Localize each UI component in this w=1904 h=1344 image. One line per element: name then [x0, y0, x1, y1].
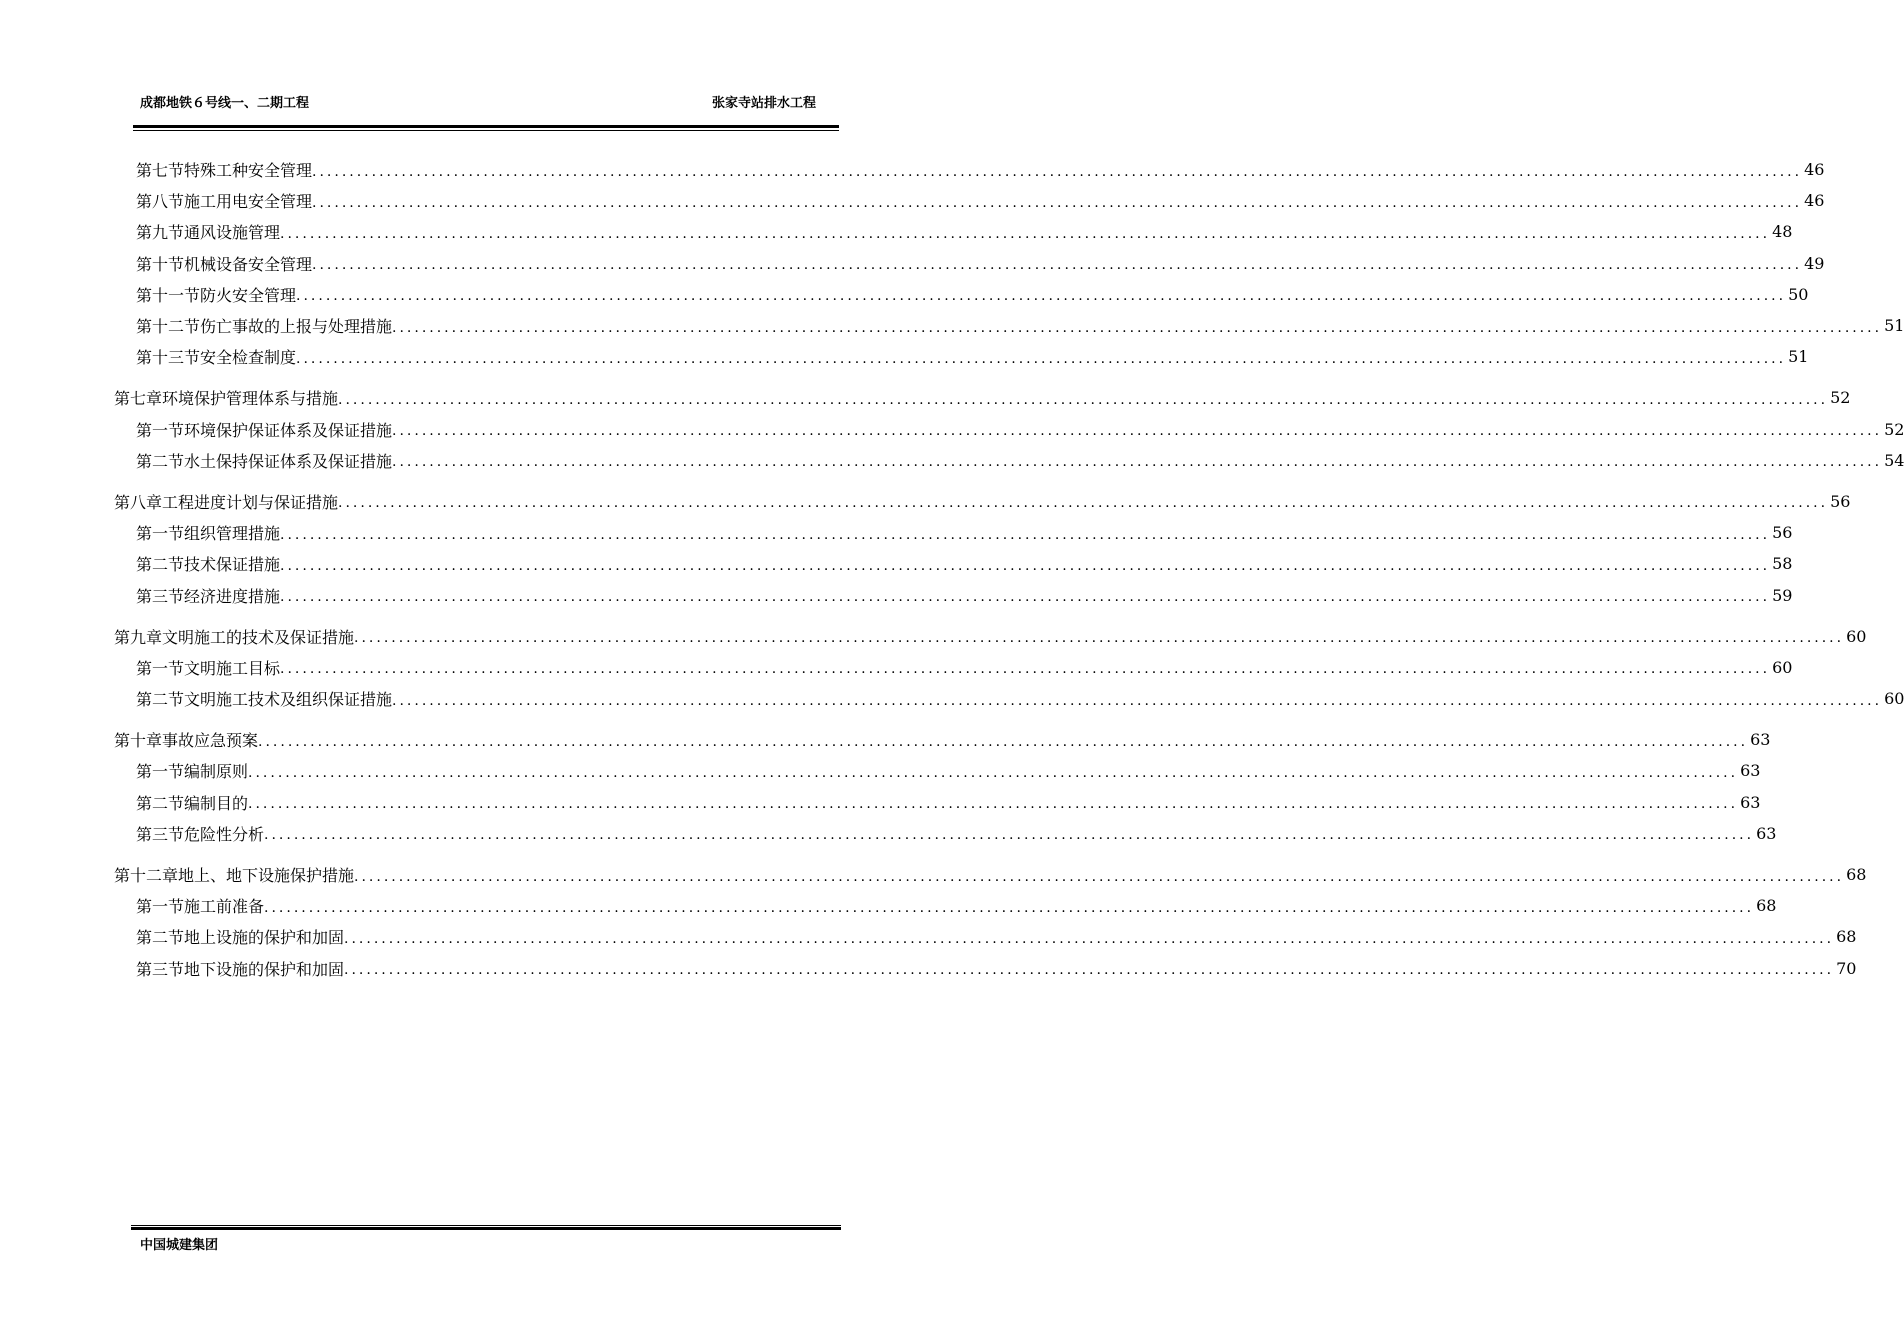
toc-dot-leader: ........................................................................................................................................................................................................ — [264, 827, 1755, 844]
toc-entry-number: 第一节 — [136, 658, 185, 678]
toc-entry-page-number: 59 — [1772, 585, 1793, 605]
toc-entry-page-number: 58 — [1772, 554, 1793, 574]
toc-entry-number: 第一节 — [136, 420, 185, 440]
toc-entry-number: 第二节 — [136, 555, 185, 575]
toc-dot-leader: ........................................................................................................................................................................................................ — [312, 257, 1803, 274]
toc-entry-page-number: 54 — [1884, 450, 1904, 470]
toc-dot-leader: ........................................................................................................................................................................................................ — [258, 733, 1749, 750]
toc-entry-title: 危险性分析 — [184, 824, 265, 844]
toc-section-entry[interactable] — [114, 185, 1825, 216]
toc-entry-title: 地上设施的保护和加固 — [184, 928, 345, 948]
toc-entry-title: 组织管理措施 — [184, 524, 281, 544]
toc-section-entry[interactable] — [114, 652, 1793, 683]
toc-entry-title: 安全检查制度 — [200, 348, 297, 368]
toc-entry-page-number: 68 — [1836, 927, 1857, 947]
toc-entry-number: 第二节 — [136, 690, 185, 710]
toc-dot-leader: ........................................................................................................................................................................................................ — [312, 163, 1803, 180]
toc-section-entry[interactable] — [114, 787, 1761, 818]
toc-section-entry[interactable] — [114, 755, 1761, 786]
toc-dot-leader: ........................................................................................................................................................................................................ — [392, 319, 1883, 336]
toc-entry-page-number: 48 — [1772, 222, 1793, 242]
toc-dot-leader: ........................................................................................................................................................................................................ — [338, 495, 1829, 512]
toc-entry-title: 地下设施的保护和加固 — [184, 959, 345, 979]
toc-entry-number: 第二节 — [136, 451, 185, 471]
toc-section-entry[interactable] — [114, 414, 1904, 445]
toc-entry-number: 第三节 — [136, 824, 185, 844]
toc-section-entry[interactable] — [114, 248, 1825, 279]
toc-dot-leader: ........................................................................................................................................................................................................ — [264, 899, 1755, 916]
toc-dot-leader: ........................................................................................................................................................................................................ — [354, 630, 1845, 647]
toc-entry-title: 特殊工种安全管理 — [184, 161, 313, 181]
toc-section-entry[interactable] — [114, 890, 1777, 921]
toc-entry-title: 技术保证措施 — [184, 555, 281, 575]
toc-entry-page-number: 50 — [1788, 284, 1809, 304]
toc-section-entry[interactable] — [114, 579, 1793, 610]
toc-entry-page-number: 68 — [1846, 865, 1867, 885]
toc-entry-title: 环境保护保证体系及保证措施 — [184, 420, 393, 440]
toc-entry-number: 第九节 — [136, 223, 185, 243]
toc-entry-page-number: 60 — [1772, 657, 1793, 677]
toc-section-entry[interactable] — [114, 216, 1793, 247]
toc-entry-page-number: 63 — [1750, 730, 1771, 750]
toc-section-entry[interactable] — [114, 921, 1857, 952]
header-subproject-title: 张家寺站排水工程 — [711, 96, 816, 111]
toc-entry-page-number: 63 — [1756, 823, 1777, 843]
toc-entry-title: 文明施工技术及组织保证措施 — [184, 690, 393, 710]
footer-rule-thin — [131, 1225, 841, 1226]
toc-dot-leader: ........................................................................................................................................................................................................ — [392, 454, 1883, 471]
toc-entry-number: 第十二章 — [114, 866, 179, 886]
header-project-title: 成都地铁６号线一、二期工程 — [140, 96, 310, 111]
toc-entry-page-number: 52 — [1884, 419, 1904, 439]
toc-entry-number: 第十二节 — [136, 317, 201, 337]
toc-entry-title: 施工前准备 — [184, 897, 265, 917]
toc-entry-title: 文明施工的技术及保证措施 — [162, 627, 355, 647]
toc-entry-number: 第七节 — [136, 161, 185, 181]
toc-entry-title: 伤亡事故的上报与处理措施 — [200, 317, 393, 337]
toc-entry-number: 第一节 — [136, 897, 185, 917]
toc-entry-number: 第八章 — [114, 492, 163, 512]
toc-entry-number: 第二节 — [136, 793, 185, 813]
toc-section-entry[interactable] — [114, 953, 1857, 984]
toc-entry-number: 第三节 — [136, 586, 185, 606]
toc-chapter-entry[interactable] — [114, 486, 1851, 517]
toc-entry-title: 机械设备安全管理 — [184, 254, 313, 274]
toc-entry-page-number: 70 — [1836, 958, 1857, 978]
toc-chapter-entry[interactable] — [114, 859, 1867, 890]
toc-dot-leader: ........................................................................................................................................................................................................ — [338, 391, 1829, 408]
toc-dot-leader: ........................................................................................................................................................................................................ — [344, 930, 1835, 947]
toc-entry-number: 第十三节 — [136, 348, 201, 368]
page-header — [140, 92, 816, 114]
toc-entry-title: 水土保持保证体系及保证措施 — [184, 451, 393, 471]
toc-entry-title: 编制目的 — [184, 793, 249, 813]
toc-dot-leader: ........................................................................................................................................................................................................ — [392, 423, 1883, 440]
toc-entry-number: 第一节 — [136, 762, 185, 782]
toc-entry-number: 第一节 — [136, 524, 185, 544]
toc-chapter-entry[interactable] — [114, 724, 1771, 755]
footer-rule-thick — [131, 1227, 841, 1230]
toc-dot-leader: ........................................................................................................................................................................................................ — [296, 350, 1787, 367]
toc-entry-number: 第九章 — [114, 627, 163, 647]
toc-entry-page-number: 56 — [1772, 523, 1793, 543]
toc-entry-page-number: 60 — [1846, 626, 1867, 646]
toc-entry-title: 工程进度计划与保证措施 — [162, 492, 339, 512]
toc-section-entry[interactable] — [114, 683, 1904, 714]
toc-entry-number: 第十一节 — [136, 285, 201, 305]
toc-entry-number: 第三节 — [136, 959, 185, 979]
toc-entry-page-number: 56 — [1830, 491, 1851, 511]
toc-entry-page-number: 63 — [1740, 761, 1761, 781]
toc-entry-number: 第七章 — [114, 389, 163, 409]
toc-entry-title: 环境保护管理体系与措施 — [162, 389, 339, 409]
toc-dot-leader: ........................................................................................................................................................................................................ — [296, 288, 1787, 305]
toc-entry-page-number: 46 — [1804, 191, 1825, 211]
toc-section-entry[interactable] — [114, 818, 1777, 849]
toc-entry-title: 文明施工目标 — [184, 658, 281, 678]
footer-company: 中国城建集团 — [140, 1238, 219, 1253]
toc-dot-leader: ........................................................................................................................................................................................................ — [280, 526, 1771, 543]
toc-chapter-entry[interactable] — [114, 382, 1851, 413]
toc-entry-number: 第八节 — [136, 192, 185, 212]
toc-entry-page-number: 52 — [1830, 388, 1851, 408]
toc-dot-leader: ........................................................................................................................................................................................................ — [280, 225, 1771, 242]
toc-dot-leader: ........................................................................................................................................................................................................ — [280, 661, 1771, 678]
toc-entry-page-number: 51 — [1884, 316, 1904, 336]
toc-entry-number: 第二节 — [136, 928, 185, 948]
toc-dot-leader: ........................................................................................................................................................................................................ — [392, 692, 1883, 709]
toc-entry-page-number: 60 — [1884, 689, 1904, 709]
toc-entry-number: 第十节 — [136, 254, 185, 274]
toc-section-entry[interactable] — [114, 445, 1904, 476]
toc-section-entry[interactable] — [114, 341, 1809, 372]
toc-entry-page-number: 68 — [1756, 896, 1777, 916]
toc-section-entry[interactable] — [114, 517, 1793, 548]
toc-entry-title: 防火安全管理 — [200, 285, 297, 305]
toc-section-entry[interactable] — [114, 548, 1793, 579]
toc-chapter-entry[interactable] — [114, 621, 1867, 652]
toc-entry-number: 第十章 — [114, 731, 163, 751]
toc-section-entry[interactable] — [114, 154, 1825, 185]
toc-dot-leader: ........................................................................................................................................................................................................ — [344, 962, 1835, 979]
toc-entry-title: 事故应急预案 — [162, 731, 259, 751]
toc-dot-leader: ........................................................................................................................................................................................................ — [280, 589, 1771, 606]
toc-entry-page-number: 49 — [1804, 253, 1825, 273]
toc-entry-title: 经济进度措施 — [184, 586, 281, 606]
toc-dot-leader: ........................................................................................................................................................................................................ — [248, 764, 1739, 781]
table-of-contents — [114, 154, 1904, 984]
toc-section-entry[interactable] — [114, 279, 1809, 310]
toc-entry-page-number: 46 — [1804, 160, 1825, 180]
toc-entry-title: 地上、地下设施保护措施 — [178, 866, 355, 886]
header-rule-thick — [133, 125, 839, 128]
toc-dot-leader: ........................................................................................................................................................................................................ — [248, 796, 1739, 813]
toc-entry-page-number: 63 — [1740, 792, 1761, 812]
toc-dot-leader: ........................................................................................................................................................................................................ — [354, 868, 1845, 885]
toc-section-entry[interactable] — [114, 310, 1904, 341]
toc-entry-page-number: 51 — [1788, 347, 1809, 367]
toc-entry-title: 施工用电安全管理 — [184, 192, 313, 212]
toc-entry-title: 通风设施管理 — [184, 223, 281, 243]
toc-dot-leader: ........................................................................................................................................................................................................ — [280, 557, 1771, 574]
header-rule-thin — [133, 130, 839, 131]
toc-dot-leader: ........................................................................................................................................................................................................ — [312, 194, 1803, 211]
toc-entry-title: 编制原则 — [184, 762, 249, 782]
